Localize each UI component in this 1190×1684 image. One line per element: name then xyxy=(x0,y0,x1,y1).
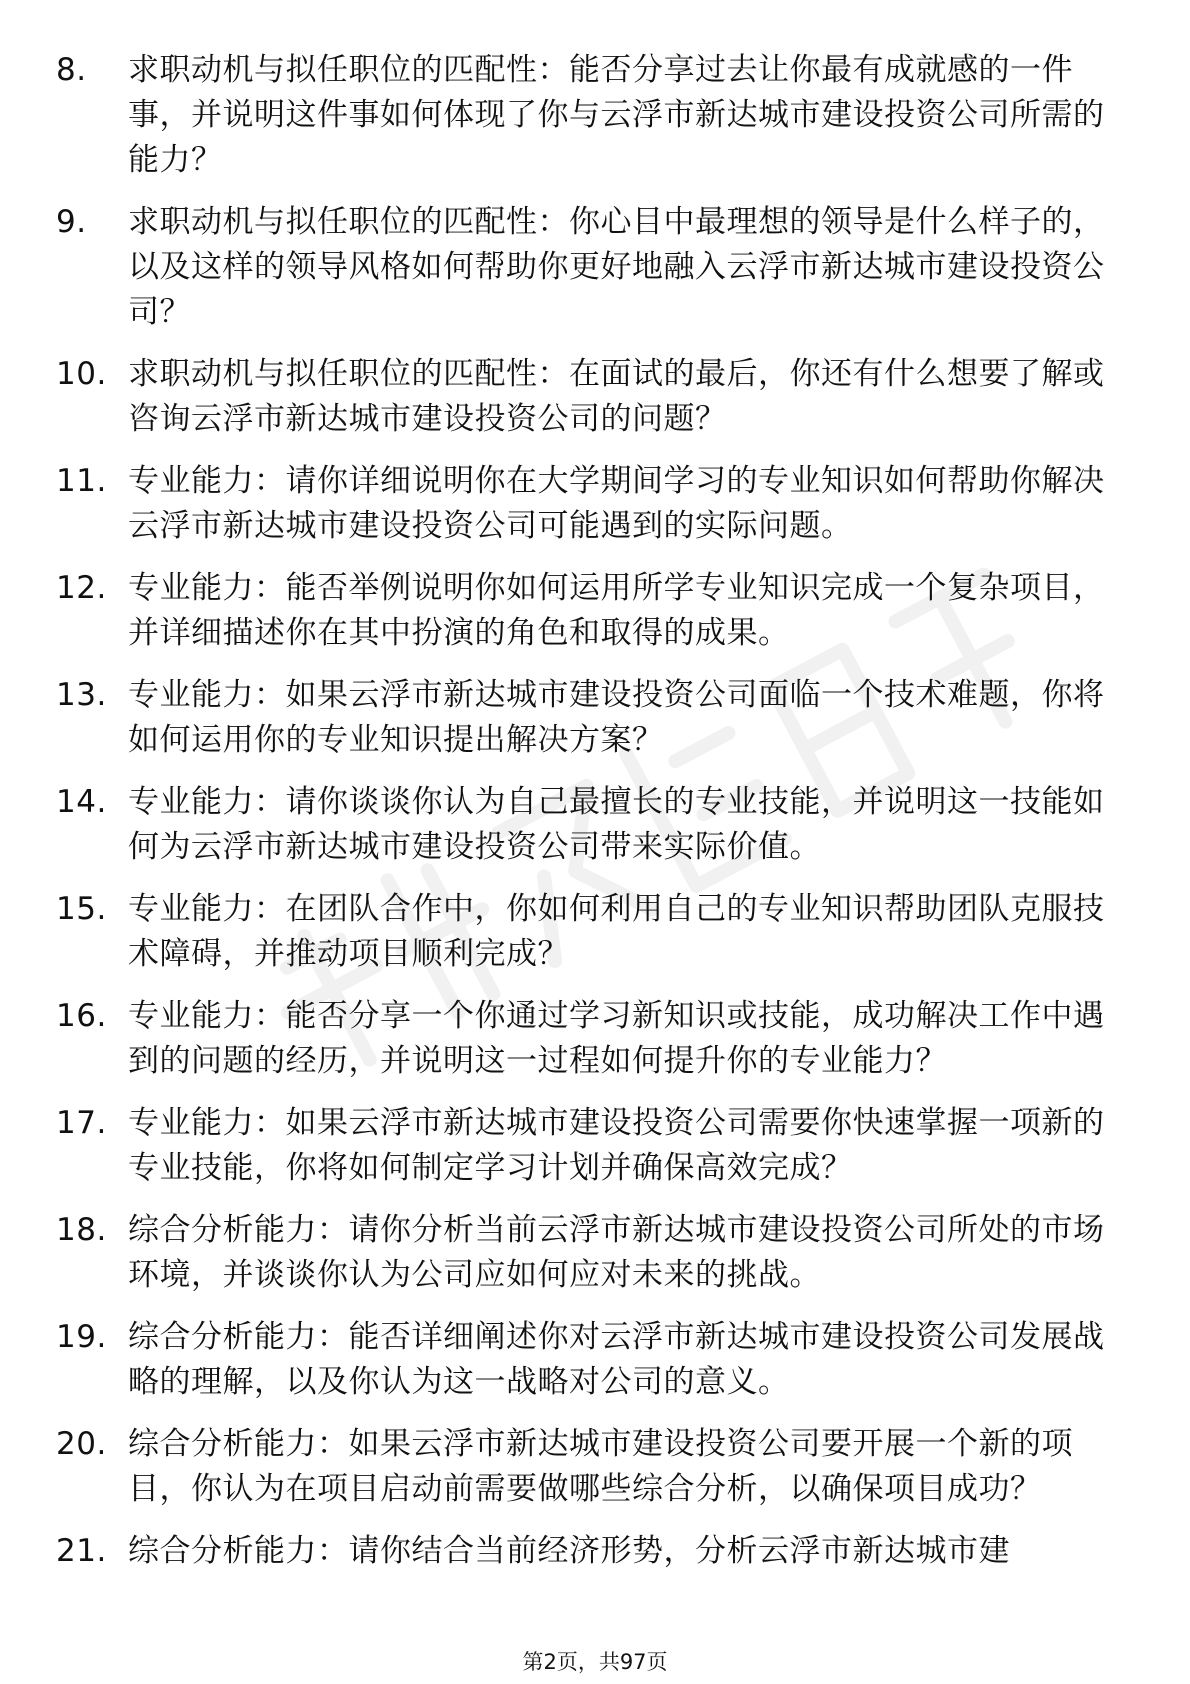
list-item xyxy=(0,352,1190,442)
question-number: 8. xyxy=(56,52,87,88)
question-text: 求职动机与拟任职位的匹配性：能否分享过去让你最有成就感的一件事，并说明这件事如何体现了你与云浮市新达城市建设投资公司所需的能力？ xyxy=(128,52,1105,178)
list-item xyxy=(0,673,1190,763)
question-number: 10. xyxy=(56,356,107,392)
list-item xyxy=(0,994,1190,1084)
list-item xyxy=(0,780,1190,870)
question-number: 20. xyxy=(56,1426,107,1462)
list-item xyxy=(0,1315,1190,1405)
question-number: 19. xyxy=(56,1319,107,1355)
list-item xyxy=(0,1529,1190,1574)
question-number: 11. xyxy=(56,463,107,499)
question-text: 专业能力：如果云浮市新达城市建设投资公司面临一个技术难题，你将如何运用你的专业知识提出解决方案？ xyxy=(128,677,1105,758)
list-item xyxy=(0,566,1190,656)
question-list xyxy=(0,48,1190,1591)
question-text: 专业能力：能否分享一个你通过学习新知识或技能，成功解决工作中遇到的问题的经历，并说明这一过程如何提升你的专业能力？ xyxy=(128,998,1105,1079)
question-text: 求职动机与拟任职位的匹配性：在面试的最后，你还有什么想要了解或咨询云浮市新达城市建设投资公司的问题？ xyxy=(128,356,1105,437)
question-number: 9. xyxy=(56,204,87,240)
list-item xyxy=(0,48,1190,183)
question-text: 综合分析能力：能否详细阐述你对云浮市新达城市建设投资公司发展战略的理解，以及你认为这一战略对公司的意义。 xyxy=(128,1319,1105,1400)
question-number: 15. xyxy=(56,891,107,927)
question-number: 17. xyxy=(56,1105,107,1141)
question-text: 专业能力：如果云浮市新达城市建设投资公司需要你快速掌握一项新的专业技能，你将如何制定学习计划并确保高效完成？ xyxy=(128,1105,1105,1186)
question-text: 专业能力：在团队合作中，你如何利用自己的专业知识帮助团队克服技术障碍，并推动项目顺利完成？ xyxy=(128,891,1105,972)
list-item xyxy=(0,1422,1190,1512)
list-item xyxy=(0,200,1190,335)
question-number: 18. xyxy=(56,1212,107,1248)
question-number: 14. xyxy=(56,784,107,820)
question-number: 13. xyxy=(56,677,107,713)
page-footer: 第2页，共97页 xyxy=(522,1650,668,1674)
list-item xyxy=(0,459,1190,549)
question-text: 综合分析能力：请你分析当前云浮市新达城市建设投资公司所处的市场环境，并谈谈你认为公司应如何应对未来的挑战。 xyxy=(128,1212,1105,1293)
question-text: 综合分析能力：如果云浮市新达城市建设投资公司要开展一个新的项目，你认为在项目启动前需要做哪些综合分析，以确保项目成功？ xyxy=(128,1426,1073,1507)
list-item xyxy=(0,1101,1190,1191)
question-text: 求职动机与拟任职位的匹配性：你心目中最理想的领导是什么样子的，以及这样的领导风格如何帮助你更好地融入云浮市新达城市建设投资公司？ xyxy=(128,204,1105,330)
question-number: 16. xyxy=(56,998,107,1034)
question-number: 21. xyxy=(56,1533,107,1569)
list-item xyxy=(0,887,1190,977)
question-text: 综合分析能力：请你结合当前经济形势，分析云浮市新达城市建 xyxy=(128,1533,1010,1569)
question-text: 专业能力：请你谈谈你认为自己最擅长的专业技能，并说明这一技能如何为云浮市新达城市建设投资公司带来实际价值。 xyxy=(128,784,1105,865)
list-item xyxy=(0,1208,1190,1298)
question-text: 专业能力：请你详细说明你在大学期间学习的专业知识如何帮助你解决云浮市新达城市建设投资公司可能遇到的实际问题。 xyxy=(128,463,1105,544)
question-text: 专业能力：能否举例说明你如何运用所学专业知识完成一个复杂项目，并详细描述你在其中扮演的角色和取得的成果。 xyxy=(128,570,1105,651)
question-number: 12. xyxy=(56,570,107,606)
